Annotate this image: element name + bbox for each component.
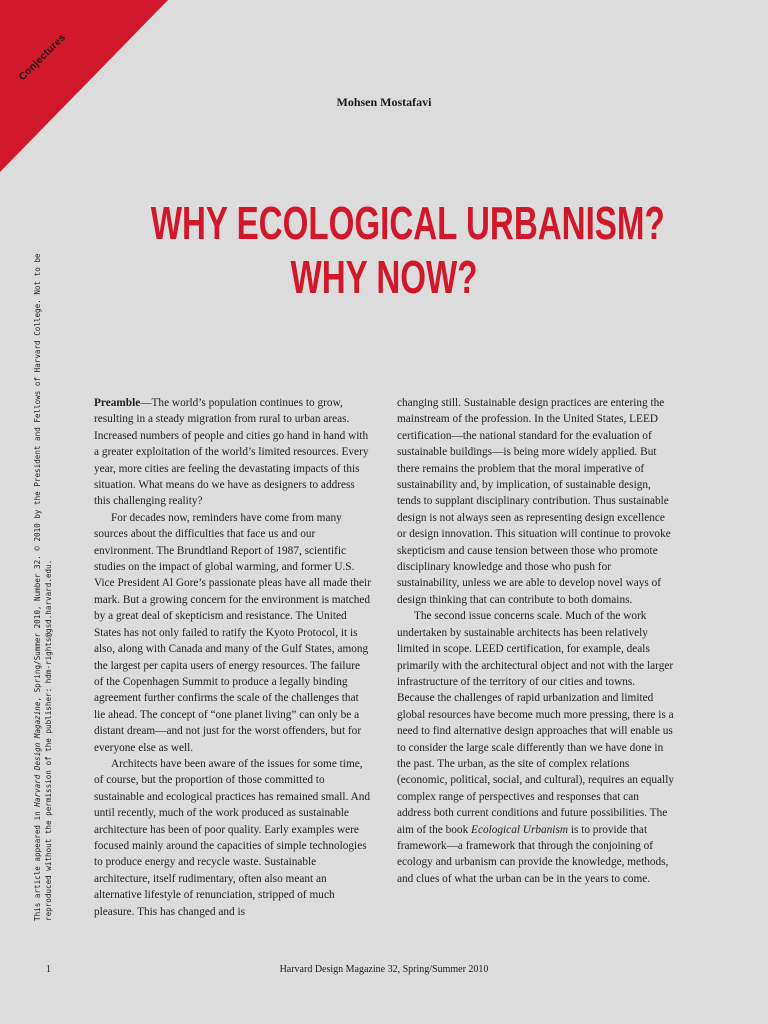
- paragraph: Preamble—The world’s population continues to grow, resulting in a steady migration from rural to urban areas. Increased numbers of people and cities go hand in hand with a greater exploitation of the world’s limited resources. Every year, more cities are feeling the devastating impacts of this situation. What means do we have as designers to address this challenging reality?: [94, 397, 369, 508]
- copyright-sidenote: [32, 253, 54, 921]
- right-column: [397, 395, 675, 887]
- run-in-heading: Preamble: [94, 397, 141, 409]
- paragraph: changing still. Sustainable design practices are entering the mainstream of the profession. In the United States, LEED certification—the national standard for the evaluation of sustainable buildings—is being more widely applied. But there remains the problem that the moral imperative of sustainability and, by implication, of sustainable design, tends to supplant disciplinary contribution. Thus sustainable design is not always seen as representing design excellence or design innovation. This situation will continue to provoke skepticism and cause tension between those who promote disciplinary knowledge and those who push for sustainability, unless we are able to develop novel ways of design thinking that can contribute to both domains.: [397, 397, 671, 606]
- author-name: Mohsen Mostafavi: [336, 95, 432, 109]
- sidenote-line-1: This article appeared in Harvard Design Magazine, Spring/Summer 2010, Number 32. © 2010 by the President and Fellows of Harvard College. Not to be: [33, 253, 42, 921]
- running-footer: Harvard Design Magazine 32, Spring/Summer 2010: [279, 964, 489, 975]
- left-column: [94, 395, 372, 920]
- section-corner-tab: [0, 0, 168, 172]
- book-title: Ecological Urbanism: [471, 823, 569, 836]
- title-line-1: WHY ECOLOGICAL URBANISM?: [150, 197, 665, 249]
- paragraph: Architects have been aware of the issues for some time, of course, but the proportion of those committed to sustainable and ecological practices has remained small. And until recently, much of the work produced as sustainable architecture has been of poor quality. Early examples were focused mainly around the capacities of simple technologies to produce energy and recycle waste. Sustainable architecture, itself rudimentary, often also meant an alternative lifestyle of renunciation, stripped of much pleasure. This has changed and is: [94, 757, 371, 918]
- article-title: [150, 196, 665, 304]
- journal-name: Harvard Design Magazine: [33, 701, 42, 807]
- section-label: Conjectures: [17, 32, 69, 83]
- corner-triangle: [0, 0, 168, 172]
- paragraph: The second issue concerns scale. Much of the work undertaken by sustainable architects has been relatively limited in scope. LEED certification, for example, deals primarily with the architectural object and not with the larger infrastructure of the territory of our cities and towns. Because the challenges of rapid urbanization and limited global resources have become much more pressing, there is a need to find alternative design approaches that will enable us to consider the large scale differently than we have done in the past. The urban, as the site of complex relations (economic, political, social, and cultural), requires an equally complex range of perspectives and responses that can address both current conditions and future possibilities. The aim of the book Ecological Urbanism is to provide that framework—a framework that through the conjoining of ecology and urbanism can provide the knowledge, methods, and clues of what the urban can be in the years to come.: [397, 610, 674, 885]
- paragraph: For decades now, reminders have come from many sources about the difficulties that face us and our environment. The Brundtland Report of 1987, scientific studies on the impact of global warming, and former U.S. Vice President Al Gore’s passionate pleas have all made their mark. But a growing concern for the environment is matched by a great deal of skepticism and resistance. The United States has not only failed to ratify the Kyoto Protocol, it is also, along with Canada and many of the Gulf States, among the largest per capita users of energy resources. The failure of the Copenhagen Summit to produce a legally binding agreement further confirms the scale of the challenges that lie ahead. The concept of “one planet living” can only be a distant dream—and not just for the worst offenders, but for everyone else as well.: [94, 511, 371, 754]
- sidenote-line-2: reproduced without the permission of the publisher: hdm-rights@gsd.harvard.edu.: [44, 559, 53, 921]
- title-line-2: WHY NOW?: [290, 251, 478, 303]
- page-number: 1: [46, 964, 51, 975]
